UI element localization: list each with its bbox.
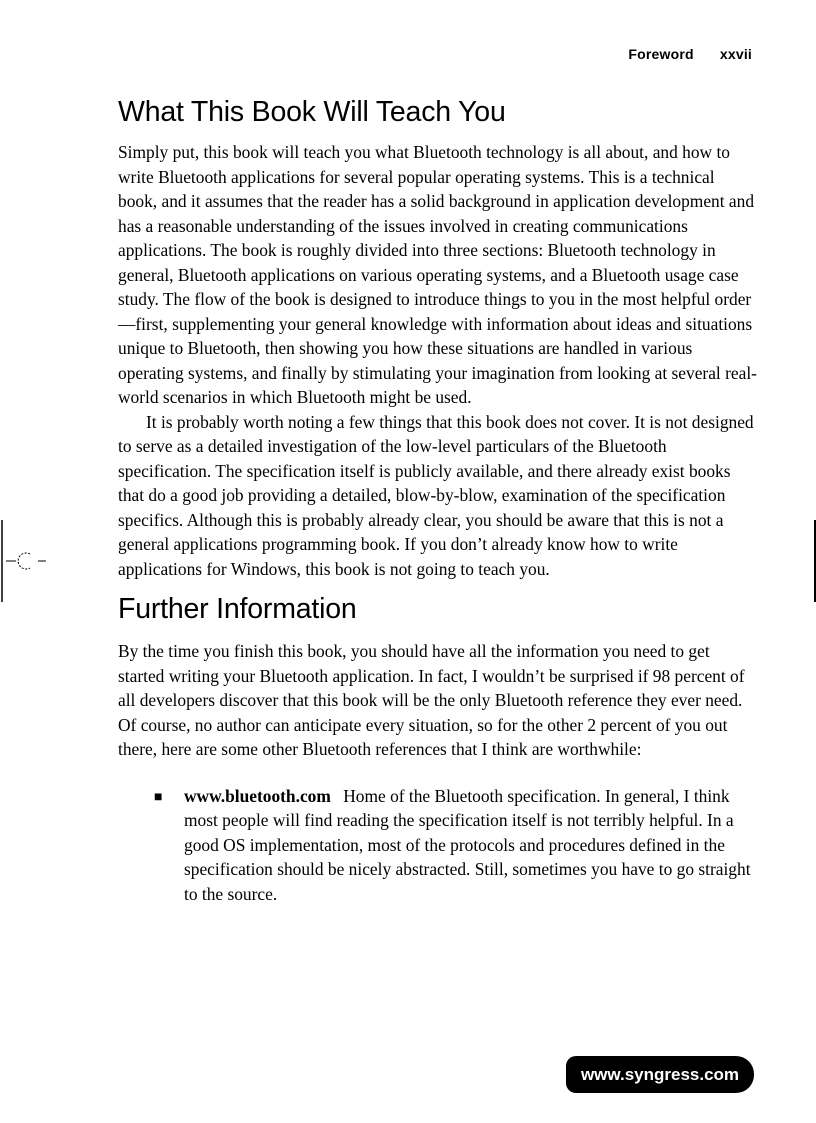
- section-heading-further-info: Further Information: [118, 593, 357, 625]
- page-number: xxvii: [719, 46, 752, 62]
- list-item-description: Home of the Bluetooth specification. In general, I think most people will find reading the specification itself is not terribly helpful. In a good OS implementation, most of the protocols and procedures defined in the specification should be nicely abstracted. Still, sometimes you have to go straight to the source.: [184, 785, 751, 904]
- list-item: [154, 784, 758, 907]
- registration-mark-icon: [0, 520, 50, 602]
- running-header: [628, 46, 752, 62]
- page-content: [118, 92, 758, 906]
- reference-list: [118, 784, 758, 907]
- section-heading-teach: What This Book Will Teach You: [118, 96, 506, 128]
- paragraph-further-info: By the time you finish this book, you should have all the information you need to get started writing your Bluetooth application. In fact, I wouldn’t be surprised if 98 percent of all developers discover that this book will be the only Bluetooth reference they ever need. Of course, no author can anticipate every situation, so for the other 2 percent of you out there, here are some other Bluetooth references that I think are worthwhile:: [118, 641, 745, 759]
- square-bullet-icon: ■: [154, 789, 163, 805]
- footer-url-badge[interactable]: www.syngress.com: [566, 1056, 754, 1093]
- paragraph-not-covered: It is probably worth noting a few things that this book does not cover. It is not designed to serve as a detailed investigation of the low-level particulars of the Bluetooth specification. The specification itself is publicly available, and there already exist books that do a good job providing a detailed, blow-by-blow, examination of the specification specifics. Although this is probably already clear, you should be aware that this is not a general applications programming book. If you don’t already know how to write applications for Windows, this book is not going to teach you.: [118, 411, 754, 579]
- bluetooth-site-link[interactable]: www.bluetooth.com: [184, 785, 331, 806]
- header-section-title: Foreword: [628, 46, 694, 62]
- paragraph-overview: Simply put, this book will teach you what Bluetooth technology is all about, and how to write Bluetooth applications for several popular operating systems. This is a technical book, and it assumes that the reader has a solid background in application development and has a reasonable understanding of the issues involved in creating communications applications. The book is roughly divided into three sections: Bluetooth technology in general, Bluetooth applications on various operating systems, and a Bluetooth usage case study. The flow of the book is designed to introduce things to you in the most helpful order—first, supplementing your general knowledge with information about ideas and situations unique to Bluetooth, then showing you how these situations are handled in various operating systems, and finally by stimulating your imagination from looking at several real-world scenarios in which Bluetooth might be used.: [118, 142, 757, 407]
